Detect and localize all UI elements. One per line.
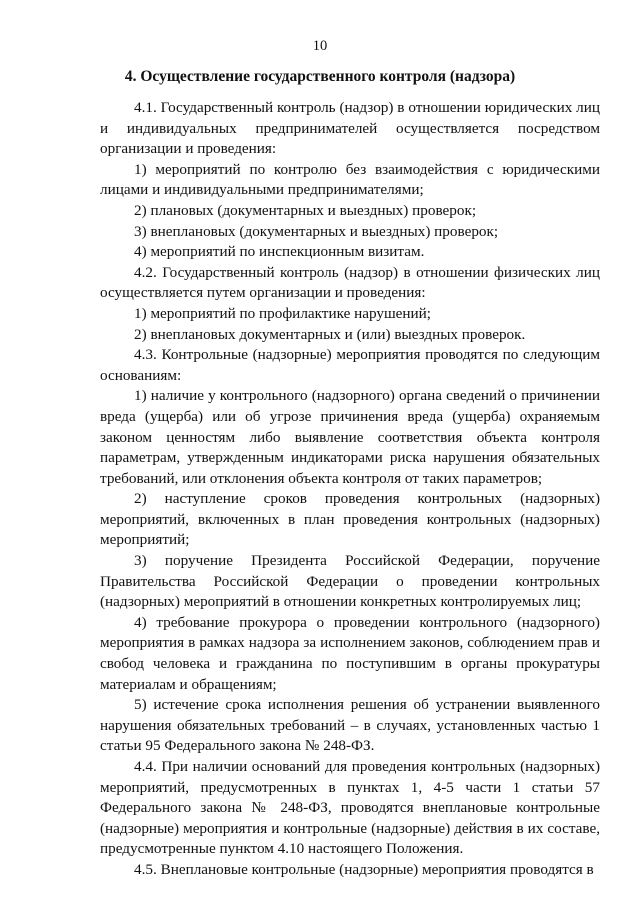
section-heading: 4. Осуществление государственного контроля (надзора): [124, 68, 516, 85]
page-number: 10: [312, 38, 328, 54]
paragraph-4-5: 4.5. Внеплановые контрольные (надзорные) мероприятия проводятся в: [134, 860, 594, 878]
list-item-4-3-5: 5) истечение срока исполнения решения об устранении выявленного нарушения обязательных требований – в случаях, установленных частью 1 статьи 95 Федерального закона № 248-ФЗ.: [100, 696, 600, 755]
paragraph-4-1: 4.1. Государственный контроль (надзор) в отношении юридических лиц и индивидуальных предпринимателей осуществляется посредством организации и проведения:: [100, 99, 600, 158]
list-item-4-3-4: 4) требование прокурора о проведении контрольного (надзорного) мероприятия в рамках надзора за исполнением законов, соблюдением прав и свобод человека и гражданина по поступившим в органы прокуратуры материалам и обращениям;: [100, 613, 600, 693]
list-item-4-3-3: 3) поручение Президента Российской Федерации, поручение Правительства Российской Федерации о проведении контрольных (надзорных) мероприятий в отношении конкретных контролируемых лиц;: [100, 552, 600, 611]
paragraph-4-3: 4.3. Контрольные (надзорные) мероприятия проводятся по следующим основаниям:: [100, 346, 600, 384]
list-item-4-1-4: 4) мероприятий по инспекционным визитам.: [134, 243, 425, 261]
list-item-4-1-2: 2) плановых (документарных и выездных) проверок;: [134, 201, 477, 219]
paragraph-4-2: 4.2. Государственный контроль (надзор) в отношении физических лиц осуществляется путем организации и проведения:: [100, 263, 600, 302]
list-item-4-3-1: 1) наличие у контрольного (надзорного) органа сведений о причинении вреда (ущерба) или об угрозе причинения вреда (ущерба) охраняемым законом ценностям либо выявление соответствия объекта контроля параметрам, утвержденным индикаторами риска нарушения обязательных требований, или отклонения объекта контроля от таких параметров;: [100, 387, 600, 487]
document-body: [100, 98, 600, 881]
list-item-4-2-2: 2) внеплановых документарных и (или) выездных проверок.: [134, 325, 526, 343]
paragraph-4-4: 4.4. При наличии оснований для проведения контрольных (надзорных) мероприятий, предусмотренных в пунктах 1, 4-5 части 1 статьи 57 Федерального закона № 248-ФЗ, проводятся внеплановые контрольные (надзорные) мероприятия и контрольные (надзорные) действия в их составе, предусмотренные пунктом 4.10 настоящего Положения.: [100, 758, 600, 858]
list-item-4-1-1: 1) мероприятий по контролю без взаимодействия с юридическими лицами и индивидуальными предпринимателями;: [100, 160, 600, 199]
list-item-4-2-1: 1) мероприятий по профилактике нарушений;: [134, 304, 432, 322]
list-item-4-1-3: 3) внеплановых (документарных и выездных) проверок;: [134, 222, 499, 240]
list-item-4-3-2: 2) наступление сроков проведения контрольных (надзорных) мероприятий, включенных в план проведения контрольных (надзорных) мероприятий;: [100, 490, 600, 549]
